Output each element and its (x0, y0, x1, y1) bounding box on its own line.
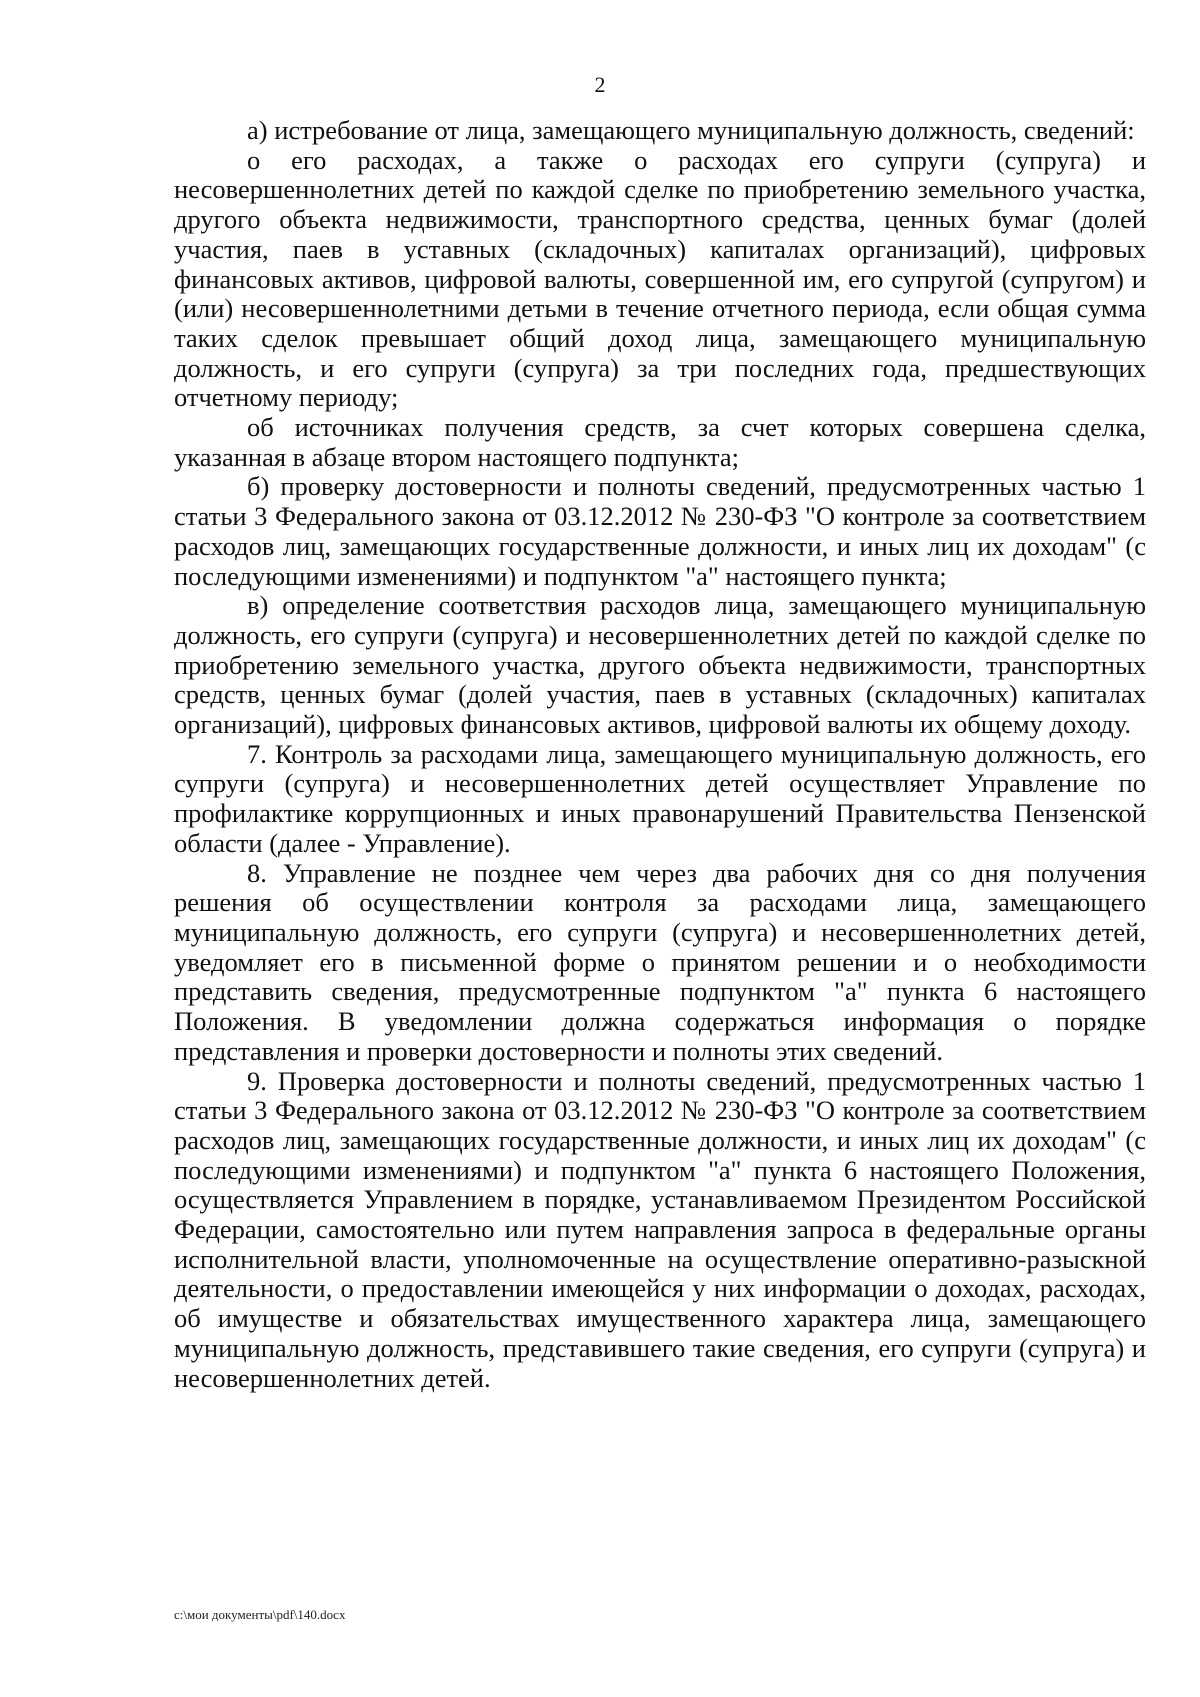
paragraph-6b: б) проверку достоверности и полноты сведений, предусмотренных частью 1 статьи 3 Федерального закона от 03.12.2012 № 230-ФЗ "О контроле за соответствием расходов лиц, замещающих государственные должности, и иных лиц их доходам" (с последующими изменениями) и подпунктом "а" настоящего пункта; (174, 471, 1146, 591)
page-number: 2 (594, 72, 606, 97)
document-body (174, 116, 1146, 1393)
paragraph-6v: в) определение соответствия расходов лица, замещающего муниципальную должность, его супруги (супруга) и несовершеннолетних детей по каждой сделке по приобретению земельного участка, другого объекта недвижимости, транспортных средств, ценных бумаг (долей участия, паев в уставных (складочных) капиталах организаций), цифровых финансовых активов, цифровой валюты их общему доходу. (174, 590, 1146, 740)
footer-file-path: c:\мои документы\pdf\140.docx (174, 1607, 346, 1622)
paragraph-8: 8. Управление не позднее чем через два рабочих дня со дня получения решения об осуществлении контроля за расходами лица, замещающего муниципальную должность, его супруги (супруга) и несовершеннолетних детей, уведомляет его в письменной форме о принятом решении и о необходимости представить сведения, предусмотренные подпунктом "а" пункта 6 настоящего Положения. В уведомлении должна содержаться информация о порядке представления и проверки достоверности и полноты этих сведений. (174, 857, 1146, 1066)
paragraph-7: 7. Контроль за расходами лица, замещающего муниципальную должность, его супруги (супруга) и несовершеннолетних детей осуществляет Управление по профилактике коррупционных и иных правонарушений Правительства Пензенской области (далее - Управление). (174, 738, 1146, 858)
paragraph-6a-expenses: о его расходах, а также о расходах его супруги (супруга) и несовершеннолетних детей по каждой сделке по приобретению земельного участка, другого объекта недвижимости, транспортного средства, ценных бумаг (долей участия, паев в уставных (складочных) капиталах организаций), цифровых финансовых активов, цифровой валюты, совершенной им, его супругой (супругом) и (или) несовершеннолетними детьми в течение отчетного периода, если общая сумма таких сделок превышает общий доход лица, замещающего муниципальную должность, и его супруги (супруга) за три последних года, предшествующих отчетному периоду; (174, 144, 1146, 413)
paragraph-6a-sources: об источниках получения средств, за счет которых совершена сделка, указанная в абзаце втором настоящего подпункта; (174, 412, 1146, 472)
paragraph-9: 9. Проверка достоверности и полноты сведений, предусмотренных частью 1 статьи 3 Федерального закона от 03.12.2012 № 230-ФЗ "О контроле за соответствием расходов лиц, замещающих государственные должности, и иных лиц их доходам" (с последующими изменениями) и подпунктом "а" пункта 6 настоящего Положения, осуществляется Управлением в порядке, устанавливаемом Президентом Российской Федерации, самостоятельно или путем направления запроса в федеральные органы исполнительной власти, уполномоченные на осуществление оперативно-разыскной деятельности, о предоставлении имеющейся у них информации о доходах, расходах, об имуществе и обязательствах имущественного характера лица, замещающего муниципальную должность, представившего такие сведения, его супруги (супруга) и несовершеннолетних детей. (174, 1065, 1146, 1393)
paragraph-6a: а) истребование от лица, замещающего муниципальную должность, сведений: (247, 115, 1135, 145)
